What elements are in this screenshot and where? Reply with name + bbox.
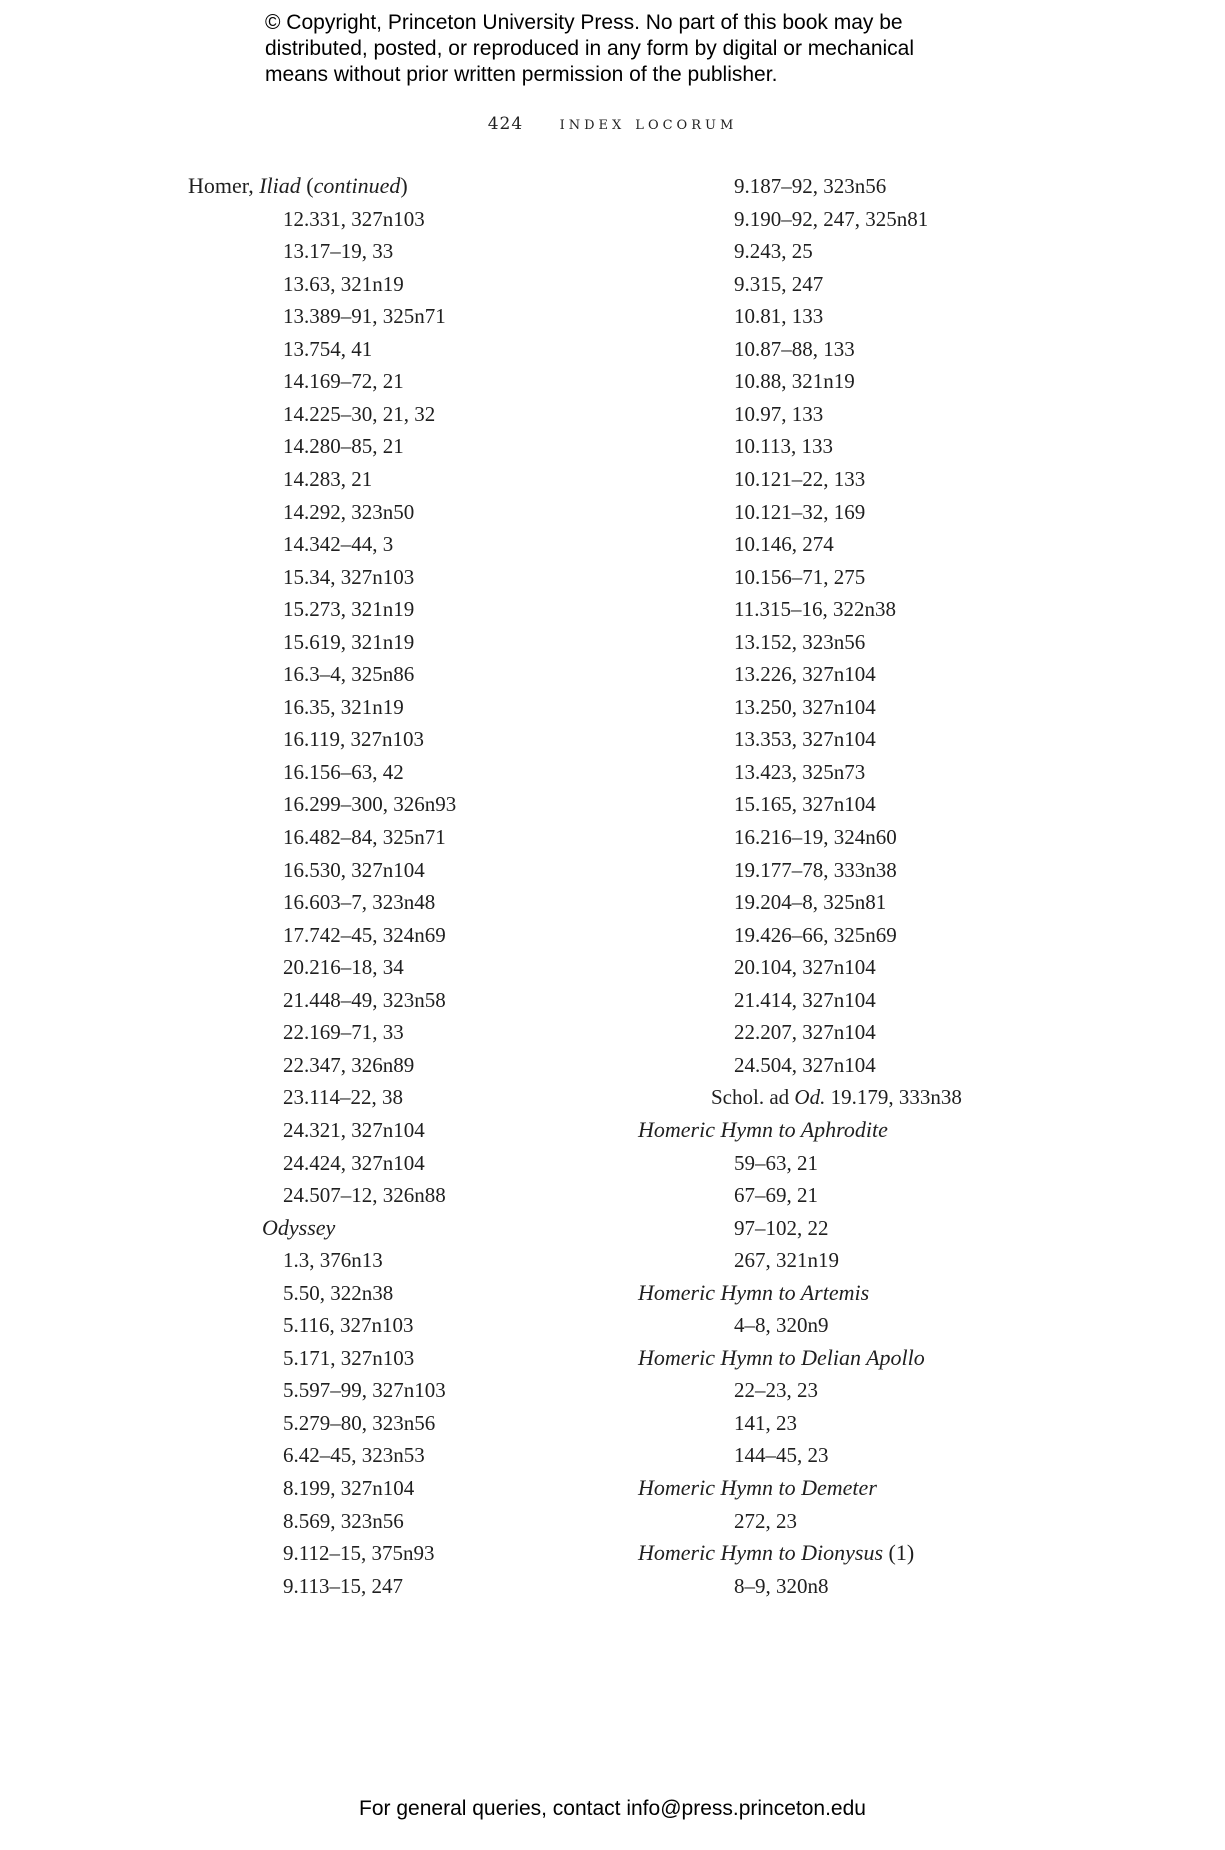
index-locus <box>734 367 855 395</box>
italic-title: Homeric Hymn to Artemis <box>638 1279 870 1305</box>
entry-text: 14.342–44, 3 <box>283 532 394 557</box>
index-locus <box>283 1409 435 1437</box>
index-locus <box>283 856 425 884</box>
entry-text: 10.87–88, 133 <box>734 336 855 361</box>
entry-text: 272, 23 <box>734 1508 797 1533</box>
entry-text: 14.169–72, 21 <box>283 369 404 394</box>
italic-title: Odyssey <box>262 1214 336 1240</box>
index-heading <box>711 1083 962 1111</box>
entry-text: 5.171, 327n103 <box>283 1345 415 1370</box>
index-locus <box>283 1051 414 1079</box>
index-locus <box>283 335 372 363</box>
entry-text: 16.3–4, 325n86 <box>283 662 415 687</box>
italic-title: continued <box>313 173 401 198</box>
footer-contact: For general queries, contact info@press.princeton.edu <box>359 1797 866 1820</box>
index-locus <box>283 563 414 591</box>
index-locus <box>734 1409 797 1437</box>
entry-text: 15.619, 321n19 <box>283 629 415 654</box>
index-locus <box>283 953 404 981</box>
index-locus <box>734 270 823 298</box>
italic-title: Homeric Hymn to Aphrodite <box>638 1116 888 1142</box>
entry-text: 10.121–22, 133 <box>734 466 866 491</box>
entry-text: 9.187–92, 323n56 <box>734 174 887 198</box>
index-heading <box>638 1116 888 1144</box>
entry-text: 12.331, 327n103 <box>283 206 425 231</box>
entry-text: 24.507–12, 326n88 <box>283 1183 446 1208</box>
index-locus <box>734 1214 829 1242</box>
index-locus <box>283 1018 404 1046</box>
entry-text: 22.207, 327n104 <box>734 1020 876 1045</box>
index-locus <box>734 693 876 721</box>
running-head <box>0 112 1225 134</box>
index-locus <box>734 530 834 558</box>
index-locus <box>283 1539 434 1567</box>
italic-title: Od. <box>794 1085 826 1110</box>
index-locus <box>283 1507 404 1535</box>
index-locus <box>734 205 928 233</box>
index-locus <box>734 1572 829 1600</box>
entry-text: 16.156–63, 42 <box>283 759 404 784</box>
entry-text: 16.35, 321n19 <box>283 694 404 719</box>
entry-text: 59–63, 21 <box>734 1150 818 1175</box>
index-locus <box>283 1572 403 1600</box>
index-locus <box>734 823 897 851</box>
index-locus <box>283 205 425 233</box>
index-heading <box>638 1344 925 1372</box>
entry-text: 16.482–84, 325n71 <box>283 825 446 849</box>
index-locus <box>734 432 833 460</box>
entry-text: 22–23, 23 <box>734 1378 818 1403</box>
index-locus <box>734 628 865 656</box>
entry-text: 5.50, 322n38 <box>283 1280 394 1305</box>
index-locus <box>283 302 446 330</box>
index-locus <box>734 498 865 526</box>
italic-title: Homeric Hymn to Delian Apollo <box>638 1344 925 1370</box>
entry-text: 13.63, 321n19 <box>283 271 404 296</box>
index-locus <box>734 1441 829 1469</box>
index-locus <box>734 1376 818 1404</box>
entry-text: 141, 23 <box>734 1410 797 1435</box>
index-locus <box>283 1181 446 1209</box>
copyright-line: distributed, posted, or reproduced in any form by digital or mechanical <box>265 37 915 60</box>
index-locus <box>734 856 897 884</box>
entry-text: 16.216–19, 324n60 <box>734 825 897 849</box>
entry-text: 19.177–78, 333n38 <box>734 857 897 882</box>
index-locus <box>734 1149 818 1177</box>
entry-text: 10.113, 133 <box>734 434 833 459</box>
entry-text: 8.199, 327n104 <box>283 1476 415 1500</box>
entry-text: 5.597–99, 327n103 <box>283 1378 446 1403</box>
index-locus <box>734 986 876 1014</box>
entry-text: 20.104, 327n104 <box>734 955 876 980</box>
index-locus <box>283 790 456 818</box>
index-locus <box>734 921 897 949</box>
index-locus <box>283 660 414 688</box>
index-locus <box>283 432 404 460</box>
entry-text: 9.112–15, 375n93 <box>283 1541 435 1566</box>
index-locus <box>283 725 424 753</box>
entry-text: 19.426–66, 325n69 <box>734 922 897 947</box>
entry-text: 10.121–32, 169 <box>734 499 866 524</box>
entry-text: 15.165, 327n104 <box>734 792 876 817</box>
entry-text: 13.250, 327n104 <box>734 694 876 719</box>
index-locus <box>734 595 896 623</box>
entry-text: 21.448–49, 323n58 <box>283 987 446 1012</box>
entry-text: 11.315–16, 322n38 <box>734 597 896 622</box>
entry-text: 5.116, 327n103 <box>283 1313 414 1338</box>
entry-text: ( <box>300 173 314 198</box>
entry-text: 5.279–80, 323n56 <box>283 1410 436 1435</box>
entry-text: 8–9, 320n8 <box>734 1573 829 1598</box>
entry-text: 19.179, 333n38 <box>825 1085 962 1110</box>
entry-text: Schol. ad <box>711 1085 795 1110</box>
index-heading <box>638 1474 877 1502</box>
entry-text: 8.569, 323n56 <box>283 1508 404 1533</box>
index-locus <box>283 1474 414 1502</box>
entry-text: 16.299–300, 326n93 <box>283 792 457 817</box>
index-locus <box>283 595 414 623</box>
index-locus <box>734 237 813 265</box>
index-locus <box>734 1051 876 1079</box>
entry-text: 22.169–71, 33 <box>283 1020 404 1045</box>
index-locus <box>283 628 414 656</box>
entry-text: ) <box>400 173 408 198</box>
copyright-notice <box>265 10 1025 88</box>
italic-title: Homeric Hymn to Dionysus <box>638 1540 884 1566</box>
entry-text: 24.504, 327n104 <box>734 1052 876 1077</box>
entry-text: 67–69, 21 <box>734 1183 818 1208</box>
index-locus <box>283 400 435 428</box>
index-locus <box>734 465 865 493</box>
entry-text: Homer, <box>188 173 260 198</box>
index-heading <box>262 1214 335 1242</box>
entry-text: (1) <box>883 1540 915 1566</box>
entry-text: 19.204–8, 325n81 <box>734 890 887 915</box>
entry-text: 9.113–15, 247 <box>283 1573 403 1598</box>
italic-title: Homeric Hymn to Demeter <box>638 1475 877 1500</box>
index-locus <box>283 1376 446 1404</box>
entry-text: 10.146, 274 <box>734 532 834 557</box>
index-locus <box>283 758 404 786</box>
index-locus <box>734 790 876 818</box>
entry-text: 21.414, 327n104 <box>734 987 876 1012</box>
entry-text: 20.216–18, 34 <box>283 955 404 980</box>
entry-text: 16.119, 327n103 <box>283 727 424 752</box>
index-locus <box>283 367 404 395</box>
index-locus <box>283 921 446 949</box>
entry-text: 13.152, 323n56 <box>734 629 866 654</box>
entry-text: 13.389–91, 325n71 <box>283 304 446 329</box>
entry-text: 9.243, 25 <box>734 239 813 264</box>
italic-title: Iliad <box>259 173 301 198</box>
index-locus <box>734 400 823 428</box>
index-locus <box>283 1083 403 1111</box>
entry-text: 13.423, 325n73 <box>734 759 866 784</box>
index-locus <box>283 823 446 851</box>
index-locus <box>734 758 865 786</box>
entry-text: 16.603–7, 323n48 <box>283 890 436 915</box>
index-locus <box>734 953 876 981</box>
index-locus <box>283 1344 414 1372</box>
entry-text: 13.353, 327n104 <box>734 727 876 752</box>
entry-text: 14.283, 21 <box>283 466 373 491</box>
index-locus <box>283 237 393 265</box>
index-locus <box>283 986 446 1014</box>
index-locus <box>734 1507 797 1535</box>
index-locus <box>283 1279 393 1307</box>
entry-text: 9.315, 247 <box>734 271 824 296</box>
entry-text: 10.97, 133 <box>734 401 824 426</box>
entry-text: 144–45, 23 <box>734 1443 829 1468</box>
index-locus <box>734 1311 829 1339</box>
index-locus <box>283 270 404 298</box>
index-locus <box>283 888 435 916</box>
index-locus <box>734 725 876 753</box>
copyright-line: © Copyright, Princeton University Press. No part of this book may be <box>265 11 903 34</box>
entry-text: 16.530, 327n104 <box>283 857 425 882</box>
index-locus <box>734 1246 839 1274</box>
entry-text: 267, 321n19 <box>734 1248 839 1273</box>
index-heading <box>638 1539 914 1567</box>
index-locus <box>283 465 372 493</box>
index-locus <box>734 888 886 916</box>
entry-text: 14.292, 323n50 <box>283 499 415 524</box>
entry-text: 6.42–45, 323n53 <box>283 1443 425 1468</box>
index-locus <box>734 335 855 363</box>
entry-text: 15.273, 321n19 <box>283 597 415 622</box>
entry-text: 13.17–19, 33 <box>283 239 394 264</box>
index-locus <box>734 563 865 591</box>
entry-text: 1.3, 376n13 <box>283 1248 383 1273</box>
index-locus <box>283 1441 425 1469</box>
entry-text: 97–102, 22 <box>734 1215 829 1240</box>
entry-text: 14.280–85, 21 <box>283 434 404 459</box>
entry-text: 10.88, 321n19 <box>734 369 855 394</box>
entry-text: 24.424, 327n104 <box>283 1150 425 1175</box>
entry-text: 13.226, 327n104 <box>734 662 876 687</box>
entry-text: 24.321, 327n104 <box>283 1117 425 1142</box>
index-locus <box>283 1311 413 1339</box>
index-locus <box>283 498 414 526</box>
index-locus <box>283 693 404 721</box>
index-locus <box>734 660 876 688</box>
entry-text: 15.34, 327n103 <box>283 564 415 589</box>
index-heading <box>188 172 408 200</box>
entry-text: 9.190–92, 247, 325n81 <box>734 206 929 231</box>
index-locus <box>734 1018 876 1046</box>
index-heading <box>638 1279 869 1307</box>
entry-text: 17.742–45, 324n69 <box>283 922 446 947</box>
entry-text: 13.754, 41 <box>283 336 373 361</box>
entry-text: 10.156–71, 275 <box>734 564 866 589</box>
entry-text: 10.81, 133 <box>734 304 824 329</box>
running-title: index locorum <box>559 112 738 134</box>
copyright-line: means without prior written permission of the publisher. <box>265 63 778 86</box>
index-locus <box>283 1116 425 1144</box>
entry-text: 23.114–22, 38 <box>283 1085 403 1110</box>
entry-text: 14.225–30, 21, 32 <box>283 401 436 426</box>
index-locus <box>734 172 886 200</box>
index-locus <box>283 1246 383 1274</box>
page-number: 424 <box>487 114 524 134</box>
entry-text: 4–8, 320n9 <box>734 1313 829 1338</box>
index-locus <box>283 1149 425 1177</box>
entry-text: 22.347, 326n89 <box>283 1052 415 1077</box>
index-locus <box>283 530 393 558</box>
index-locus <box>734 1181 818 1209</box>
index-locus <box>734 302 823 330</box>
